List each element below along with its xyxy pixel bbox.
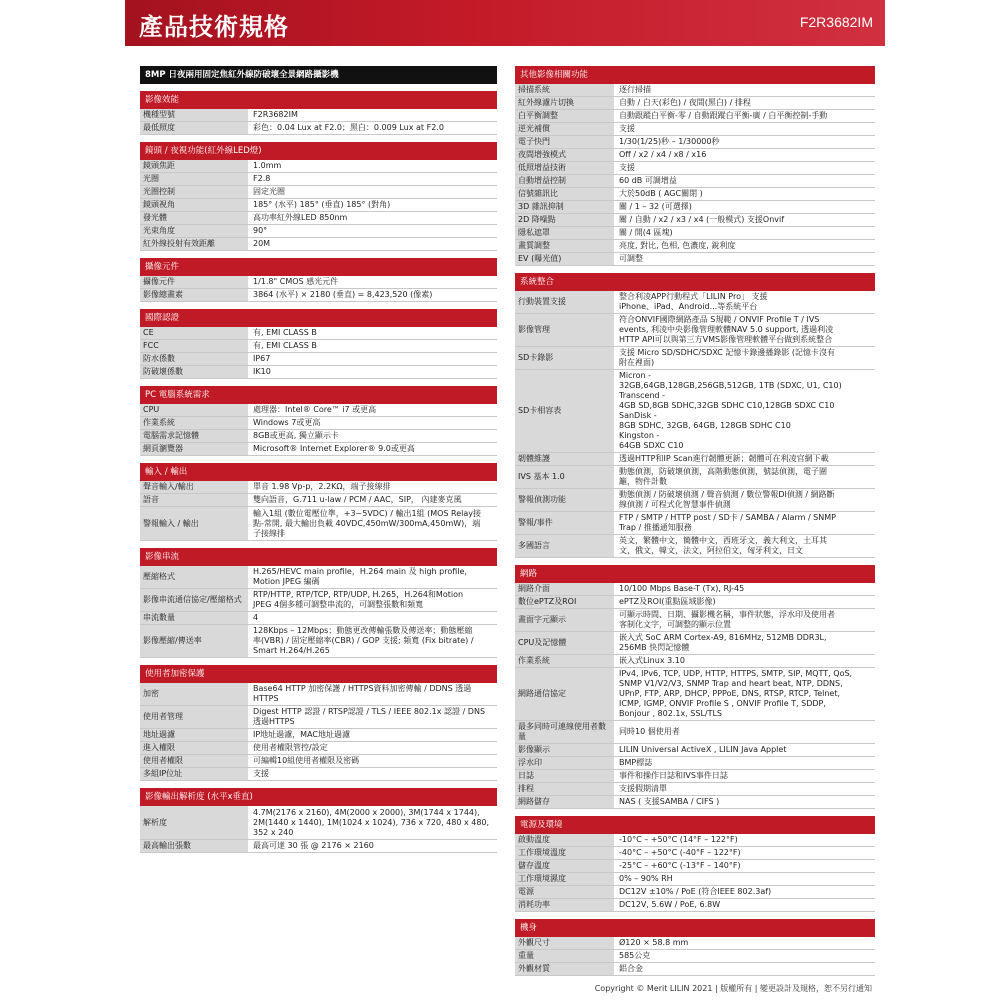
- spec-value: 嵌入式 SoC ARM Cortex-A9, 816MHz, 512MB DDR3L, 256MB 快閃記憶體: [619, 633, 827, 652]
- spec-row: [515, 886, 875, 899]
- section-header: 電源及環境: [515, 816, 875, 834]
- spec-row: [515, 466, 875, 489]
- section-gap: [140, 251, 497, 258]
- spec-label: 紅外線投射有效距離: [140, 238, 249, 250]
- spec-value: 4: [253, 613, 259, 622]
- spec-label: CE: [140, 327, 249, 339]
- section-header: 系統整合: [515, 273, 875, 291]
- spec-row: [515, 770, 875, 783]
- spec-row: [515, 136, 875, 149]
- spec-value: 同時10 個使用者: [619, 727, 680, 736]
- spec-row: [515, 655, 875, 668]
- spec-row: [140, 768, 497, 781]
- spec-row: [140, 507, 497, 541]
- spec-row: [515, 963, 875, 976]
- spec-label: 畫面字元顯示: [515, 609, 615, 631]
- spec-label: 外觀材質: [515, 963, 615, 975]
- model-number: F2R3682IM: [799, 14, 873, 30]
- spec-row: [140, 612, 497, 625]
- spec-row: [515, 668, 875, 721]
- spec-label: 掃描系統: [515, 84, 615, 96]
- spec-row: [515, 123, 875, 136]
- spec-value: BMP標誌: [619, 758, 653, 767]
- spec-label: 最低照度: [140, 122, 249, 134]
- spec-label: SD卡錄影: [515, 347, 615, 369]
- spec-row: [140, 160, 497, 173]
- page-header: [125, 0, 885, 46]
- spec-label: 工作環境濕度: [515, 873, 615, 885]
- spec-label: 儲存溫度: [515, 860, 615, 872]
- spec-row: [515, 347, 875, 370]
- spec-row: [515, 188, 875, 201]
- spec-value: IP地址過濾，MAC地址過濾: [253, 730, 351, 739]
- spec-row: [515, 453, 875, 466]
- spec-label: IVS 基本 1.0: [515, 466, 615, 488]
- section-gap: [140, 84, 497, 91]
- spec-value: 可調整: [619, 254, 643, 263]
- spec-value: 處理器：Intel® Core™ i7 或更高: [253, 405, 377, 414]
- spec-row: [140, 443, 497, 456]
- spec-label: 影像管理: [515, 314, 615, 346]
- section-gap: [515, 266, 875, 273]
- spec-label: 網路儲存: [515, 796, 615, 808]
- spec-row: [515, 162, 875, 175]
- spec-value: -10°C – +50°C (14°F – 122°F): [619, 835, 738, 844]
- spec-row: [140, 199, 497, 212]
- spec-row: [515, 609, 875, 632]
- spec-row: [515, 899, 875, 912]
- spec-value: Windows 7或更高: [253, 418, 321, 427]
- spec-label: 影像總畫素: [140, 289, 249, 301]
- spec-row: [515, 873, 875, 886]
- spec-label: 白平衡調整: [515, 110, 615, 122]
- spec-label: 夜間增強模式: [515, 149, 615, 161]
- spec-row: [515, 227, 875, 240]
- spec-value: 有, EMI CLASS B: [253, 341, 317, 350]
- section-header: 國際認證: [140, 309, 497, 327]
- spec-row: [515, 632, 875, 655]
- spec-value: F2R3682IM: [253, 110, 298, 119]
- section-gap: [140, 456, 497, 463]
- spec-value: 高功率紅外線LED 850nm: [253, 213, 348, 222]
- spec-label: 多國語言: [515, 535, 615, 557]
- spec-value: 60 dB 可調增益: [619, 176, 677, 185]
- spec-row: [140, 404, 497, 417]
- spec-row: [515, 583, 875, 596]
- spec-value: -40°C – +50°C (-40°F – 122°F): [619, 848, 741, 857]
- spec-row: [515, 596, 875, 609]
- spec-value: 0% – 90% RH: [619, 874, 673, 883]
- spec-value: LILIN Universal ActiveX , LILIN Java Applet: [619, 745, 787, 754]
- spec-value: -25°C – +60°C (-13°F – 140°F): [619, 861, 741, 870]
- section-header: 使用者加密保護: [140, 665, 497, 683]
- spec-value: 關 / 開(4 區塊): [619, 228, 673, 237]
- spec-value: 10/100 Mbps Base-T (Tx), RJ-45: [619, 584, 745, 593]
- spec-label: 機種型號: [140, 109, 249, 121]
- spec-value: 支援 Micro SD/SDHC/SDXC 記憶卡錄邊播錄影 (記憶卡沒有 附在裡面): [619, 348, 836, 367]
- spec-label: 電腦需求記憶體: [140, 430, 249, 442]
- spec-label: EV (曝光值): [515, 253, 615, 265]
- spec-value: 嵌入式Linux 3.10: [619, 656, 685, 665]
- spec-value: 逐行掃描: [619, 85, 651, 94]
- spec-row: [515, 214, 875, 227]
- spec-row: [515, 291, 875, 314]
- spec-value: 符合ONVIF國際網路產品 S規範 / ONVIF Profile T / IVS events, 利凌中央影像管理軟體NAV 5.0 support, 透過利凌 HTTP API可以與第三方VMS影像管理軟體平台做到系統整合: [619, 315, 834, 344]
- spec-row: [515, 489, 875, 512]
- section-gap: [140, 135, 497, 142]
- spec-label: 工作環境溫度: [515, 847, 615, 859]
- spec-value: 鋁合金: [619, 964, 643, 973]
- spec-label: 壓縮格式: [140, 566, 249, 588]
- spec-row: [515, 757, 875, 770]
- spec-row: [140, 806, 497, 840]
- spec-row: [515, 97, 875, 110]
- spec-label: 最多同時可連線使用者數量: [515, 721, 615, 743]
- spec-label: 警報/事件: [515, 512, 615, 534]
- spec-row: [515, 175, 875, 188]
- spec-label: 韌體維護: [515, 453, 615, 465]
- spec-value: 固定光圈: [253, 187, 285, 196]
- spec-value: ePTZ及ROI(重點區域影像): [619, 597, 716, 606]
- spec-value: IK10: [253, 367, 271, 376]
- spec-label: 防水係數: [140, 353, 249, 365]
- section-gap: [140, 541, 497, 548]
- section-gap: [140, 658, 497, 665]
- spec-label: 2D 降噪點: [515, 214, 615, 226]
- spec-label: 發光體: [140, 212, 249, 224]
- spec-label: 日誌: [515, 770, 615, 782]
- spec-label: 外觀尺寸: [515, 937, 615, 949]
- spec-row: [140, 417, 497, 430]
- spec-value: 可顯示時間、日期、攝影機名稱，事件狀態，浮水印及使用者 客制化文字，可調整的顯示位置: [619, 610, 835, 629]
- spec-value: RTP/HTTP, RTP/TCP, RTP/UDP, H.265，H.264和Motion JPEG 4個多種可調整串流的，可調整張數和頻寬: [253, 590, 464, 609]
- spec-value: 支援假期清單: [619, 784, 667, 793]
- spec-row: [515, 744, 875, 757]
- spec-value: 185° (水平) 185° (垂直) 185° (對角): [253, 200, 391, 209]
- spec-row: [140, 353, 497, 366]
- spec-row: [140, 566, 497, 589]
- spec-row: [140, 109, 497, 122]
- spec-label: 畫質調整: [515, 240, 615, 252]
- section-gap: [515, 912, 875, 919]
- section-header: 影像串流: [140, 548, 497, 566]
- spec-row: [515, 937, 875, 950]
- spec-label: 電子快門: [515, 136, 615, 148]
- spec-value: 有, EMI CLASS B: [253, 328, 317, 337]
- spec-label: 光束角度: [140, 225, 249, 237]
- spec-row: [515, 370, 875, 453]
- spec-value: Off / x2 / x4 / x8 / x16: [619, 150, 707, 159]
- spec-value: NAS ( 支援SAMBA / CIFS ): [619, 797, 720, 806]
- spec-value: 自動跟蹤白平衡-零 / 自動跟蹤白平衡-廣 / 白平衡控制-手動: [619, 111, 828, 120]
- spec-label: 網路介面: [515, 583, 615, 595]
- spec-label: CPU: [140, 404, 249, 416]
- spec-label: 警報偵測功能: [515, 489, 615, 511]
- spec-value: 20M: [253, 239, 271, 248]
- spec-value: 128Kbps – 12Mbps；動態更改傳輸張數及傳送率；動態壓縮 率(VBR) / 固定壓縮率(CBR) / GOP 支援; 頻寬 (Fix bitrate) / Smart H.264/H.265: [253, 626, 474, 655]
- spec-value: 單音 1.98 Vp-p，2.2KΩ，端子接線排: [253, 482, 391, 491]
- section-header: 影像效能: [140, 91, 497, 109]
- spec-label: 紅外線濾片切換: [515, 97, 615, 109]
- spec-label: 光圈: [140, 173, 249, 185]
- spec-value: 支援: [619, 124, 635, 133]
- section-gap: [140, 302, 497, 309]
- spec-value: 動態偵測 / 防破壞偵測 / 聲音偵測 / 數位警報DI偵測 / 網路斷 線偵測 / 可程式化智慧事件偵測: [619, 490, 835, 509]
- page-title: 產品技術規格: [139, 13, 289, 41]
- spec-label: FCC: [140, 340, 249, 352]
- spec-value: 雙向語音，G.711 u-law / PCM / AAC，SIP， 內建麥克風: [253, 495, 462, 504]
- copyright-footer: Copyright © Merit LILIN 2021 | 版權所有 | 變更設計及規格，恕不另行通知: [594, 984, 872, 993]
- spec-row: [140, 340, 497, 353]
- spec-label: 影像串流通信協定/壓縮格式: [140, 589, 249, 611]
- spec-row: [515, 860, 875, 873]
- spec-row: [140, 186, 497, 199]
- spec-value: 3864 (水平) × 2180 (垂直) = 8,423,520 (像素): [253, 290, 433, 299]
- spec-value: Microsoft® Internet Explorer® 9.0或更高: [253, 444, 415, 453]
- spec-label: CPU及記憶體: [515, 632, 615, 654]
- section-header: PC 電腦系統需求: [140, 386, 497, 404]
- spec-row: [140, 430, 497, 443]
- spec-label: 防破壞係數: [140, 366, 249, 378]
- spec-value: 支援: [253, 769, 269, 778]
- spec-row: [515, 240, 875, 253]
- spec-value: 英文，繁體中文，簡體中文，西班牙文，義大利文，土耳其 文，俄文，韓文，法文，阿拉伯文，匈牙利文，日文: [619, 536, 827, 555]
- spec-value: 關 / 1 – 32 (可選擇): [619, 202, 692, 211]
- spec-value: Micron - 32GB,64GB,128GB,256GB,512GB, 1TB (SDXC, U1, C10) Transcend - 4GB SD,8GB SDHC,32GB SDHC C10,128GB SDXC C10 SanDisk - 8GB SDHC, 32GB, 64GB, 128GB SDHC C10 Kingston - 64GB SDXC C10: [619, 371, 842, 450]
- section-header: 其他影像相關功能: [515, 66, 875, 84]
- spec-label: 浮水印: [515, 757, 615, 769]
- section-header: 影像輸出解析度 (水平x垂直): [140, 788, 497, 806]
- spec-label: 網路通信協定: [515, 668, 615, 720]
- spec-label: 語音: [140, 494, 249, 506]
- spec-value: 輸入1組 (數位電壓位準，+3~5VDC) / 輸出1組 (MOS Relay接 點-常開, 最大輸出負載 40VDC,450mW/300mA,450mW)，端 子接線排: [253, 508, 482, 538]
- product-title-bar: 8MP 日夜兩用固定焦紅外線防破壞全景網路攝影機: [140, 66, 497, 84]
- spec-row: [140, 276, 497, 289]
- spec-value: 關 / 自動 / x2 / x3 / x4 (一般模式) 支援Onvif: [619, 215, 785, 224]
- section-header: 攝像元件: [140, 258, 497, 276]
- spec-row: [140, 122, 497, 135]
- spec-value: 可編輯10組使用者權限及密碼: [253, 756, 360, 765]
- spec-label: 影像顯示: [515, 744, 615, 756]
- spec-value: 1.0mm: [253, 161, 282, 170]
- spec-value: 90°: [253, 226, 268, 235]
- spec-row: [515, 253, 875, 266]
- spec-row: [140, 225, 497, 238]
- spec-label: 逆光補償: [515, 123, 615, 135]
- spec-value: DC12V, 5.6W / PoE, 6.8W: [619, 900, 721, 909]
- spec-row: [515, 847, 875, 860]
- spec-value: 4.7M(2176 x 2160), 4M(2000 x 2000), 3M(1744 x 1744), 2M(1440 x 1440), 1M(1024 x 1024), 736 x 720, 480 x 480, 352 x 240: [253, 807, 490, 837]
- spec-label: 信號雜訊比: [515, 188, 615, 200]
- spec-value: 彩色：0.04 Lux at F2.0；黑白：0.009 Lux at F2.0: [253, 123, 444, 132]
- spec-row: [515, 950, 875, 963]
- spec-label: 作業系統: [140, 417, 249, 429]
- spec-row: [140, 683, 497, 706]
- spec-label: 自動增益控制: [515, 175, 615, 187]
- section-header: 機身: [515, 919, 875, 937]
- spec-row: [515, 84, 875, 97]
- spec-label: 鏡頭視角: [140, 199, 249, 211]
- spec-label: 聲音輸入/輸出: [140, 481, 249, 493]
- spec-value: 最高可達 30 張 @ 2176 × 2160: [253, 841, 374, 850]
- spec-row: [140, 481, 497, 494]
- spec-label: 電源: [515, 886, 615, 898]
- spec-row: [140, 327, 497, 340]
- spec-label: 警報輸入 / 輸出: [140, 507, 249, 540]
- spec-row: [140, 589, 497, 612]
- spec-label: 3D 雜訊抑制: [515, 201, 615, 213]
- spec-value: 大於50dB ( AGC關閉 ): [619, 189, 703, 198]
- spec-label: 進入權限: [140, 742, 249, 754]
- spec-row: [140, 706, 497, 729]
- spec-value: DC12V ±10% / PoE (符合IEEE 802.3af): [619, 887, 772, 896]
- spec-label: 作業系統: [515, 655, 615, 667]
- spec-value: FTP / SMTP / HTTP post / SD卡 / SAMBA / Alarm / SNMP Trap / 推播通知服務: [619, 513, 836, 532]
- spec-value: 1/30(1/25)秒 – 1/30000秒: [619, 137, 720, 146]
- spec-label: 地址過濾: [140, 729, 249, 741]
- spec-row: [140, 729, 497, 742]
- section-gap: [515, 558, 875, 565]
- spec-label: 低照增益技術: [515, 162, 615, 174]
- left-spec-column: [140, 66, 497, 853]
- spec-label: 加密: [140, 683, 249, 705]
- spec-row: [515, 783, 875, 796]
- spec-row: [515, 201, 875, 214]
- spec-value: 事件和操作日誌和IVS事件日誌: [619, 771, 728, 780]
- spec-row: [140, 755, 497, 768]
- spec-row: [140, 289, 497, 302]
- right-spec-column: [515, 66, 875, 976]
- spec-value: 透過HTTP和IP Scan進行韌體更新；韌體可在利凌官網下載: [619, 454, 829, 463]
- spec-value: IP67: [253, 354, 271, 363]
- spec-value: 自動 / 白天(彩色) / 夜間(黑白) / 排程: [619, 98, 751, 107]
- section-gap: [515, 809, 875, 816]
- spec-row: [140, 625, 497, 658]
- spec-row: [140, 238, 497, 251]
- spec-label: 數位ePTZ及ROI: [515, 596, 615, 608]
- spec-row: [140, 742, 497, 755]
- spec-row: [515, 834, 875, 847]
- spec-value: 支援: [619, 163, 635, 172]
- spec-label: 影像壓縮/傳送率: [140, 625, 249, 657]
- spec-label: 行動裝置支援: [515, 291, 615, 313]
- section-header: 輸入 / 輸出: [140, 463, 497, 481]
- spec-row: [140, 494, 497, 507]
- spec-row: [140, 212, 497, 225]
- spec-value: 585公克: [619, 951, 651, 960]
- spec-label: 啟動溫度: [515, 834, 615, 846]
- section-gap: [140, 379, 497, 386]
- spec-label: 多組IP位址: [140, 768, 249, 780]
- section-header: 網路: [515, 565, 875, 583]
- spec-label: SD卡相容表: [515, 370, 615, 452]
- spec-value: Ø120 × 58.8 mm: [619, 938, 689, 947]
- spec-value: H.265/HEVC main profile，H.264 main 及 high profile， Motion JPEG 編碼: [253, 567, 473, 586]
- section-gap: [140, 781, 497, 788]
- spec-value: 亮度, 對比, 色相, 色濃度, 銳利度: [619, 241, 736, 250]
- spec-label: 排程: [515, 783, 615, 795]
- spec-label: 鏡頭焦距: [140, 160, 249, 172]
- spec-value: Digest HTTP 認證 / RTSP認證 / TLS / IEEE 802.1x 認證 / DNS 透過HTTPS: [253, 707, 486, 726]
- spec-label: 消耗功率: [515, 899, 615, 911]
- spec-value: 整合利凌APP行動程式「LILIN Pro」 支援 iPhone、iPad、Android...等系統平台: [619, 292, 768, 311]
- spec-row: [515, 512, 875, 535]
- spec-row: [515, 535, 875, 558]
- spec-value: 8GB或更高, 獨立顯示卡: [253, 431, 339, 440]
- spec-label: 使用者權限: [140, 755, 249, 767]
- spec-row: [515, 149, 875, 162]
- spec-row: [515, 721, 875, 744]
- spec-value: 動態偵測，防破壞偵測，高階動態偵測，號誌偵測，電子圍 籬，物件計數: [619, 467, 827, 486]
- spec-row: [515, 314, 875, 347]
- spec-label: 解析度: [140, 806, 249, 839]
- spec-label: 攝像元件: [140, 276, 249, 288]
- spec-row: [515, 110, 875, 123]
- spec-label: 最高輸出張數: [140, 840, 249, 852]
- spec-value: Base64 HTTP 加密保護 / HTTPS資料加密傳輸 / DDNS 透過 HTTPS: [253, 684, 472, 703]
- spec-value: 1/1.8" CMOS 感光元件: [253, 277, 339, 286]
- spec-label: 隱私遮罩: [515, 227, 615, 239]
- spec-value: 使用者權限管控/設定: [253, 743, 328, 752]
- spec-value: IPv4, IPv6, TCP, UDP, HTTP, HTTPS, SMTP, SIP, MQTT, QoS, SNMP V1/V2/V3, SNMP Trap and heart beat, NTP, DDNS, UPnP, FTP, ARP, DHCP, PPPoE, DNS, RTSP, RTCP, Telnet, ICMP, IGMP, ONVIF Profile S , ONVIF Profile T, SDDP, Bonjour , 802.1x, SSL/TLS: [619, 669, 853, 718]
- spec-row: [140, 840, 497, 853]
- spec-row: [140, 173, 497, 186]
- spec-label: 串流數量: [140, 612, 249, 624]
- spec-label: 使用者管理: [140, 706, 249, 728]
- section-header: 鏡頭 / 夜視功能(紅外線LED燈): [140, 142, 497, 160]
- spec-label: 重量: [515, 950, 615, 962]
- spec-row: [140, 366, 497, 379]
- spec-row: [515, 796, 875, 809]
- spec-label: 光圈控制: [140, 186, 249, 198]
- spec-label: 網頁瀏覽器: [140, 443, 249, 455]
- spec-value: F2.8: [253, 174, 271, 183]
